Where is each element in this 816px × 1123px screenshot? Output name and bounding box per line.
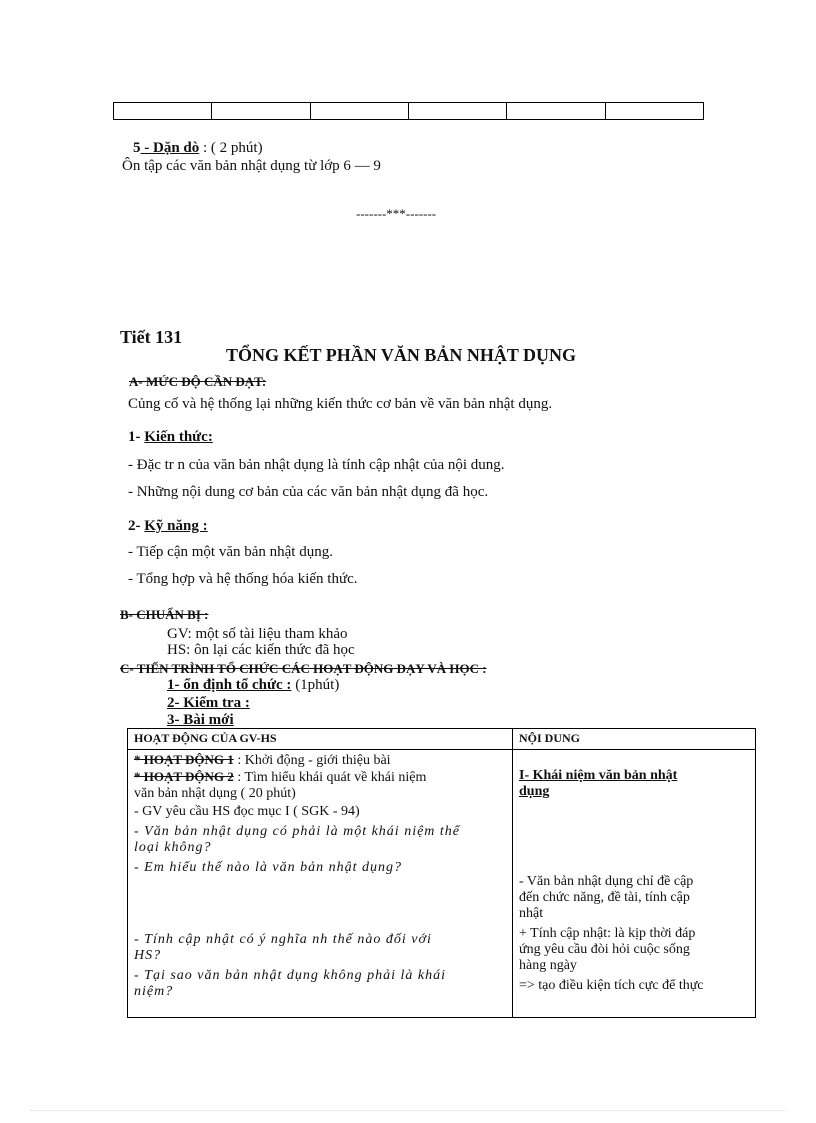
content-para-2-line-2: ứng yêu cầu đòi hỏi cuộc sống: [519, 942, 690, 957]
homework-number: 5: [133, 140, 141, 156]
page-bottom-edge: [30, 1110, 786, 1111]
section-c-heading: C- TIẾN TRÌNH TỔ CHỨC CÁC HOẠT ĐỘNG DẠY VÀ HỌC :: [120, 661, 487, 676]
gv-request: - GV yêu cầu HS đọc mục I ( SGK - 94): [134, 804, 360, 819]
question-2: - Em hiểu thế nào là văn bản nhật dụng?: [134, 860, 403, 875]
content-para-2-line-1: + Tính cập nhật: là kịp thời đáp: [519, 926, 696, 941]
homework-time: : ( 2 phút): [199, 140, 263, 156]
section-b-heading: B- CHUẨN BỊ :: [120, 607, 209, 622]
content-para-1-line-3: nhật: [519, 906, 544, 921]
skills-item: - Tổng hợp và hệ thống hóa kiến thức.: [128, 571, 358, 587]
question-4-line-2: niệm?: [134, 984, 174, 999]
header-activities: HOẠT ĐỘNG CỦA GV-HS: [128, 729, 513, 750]
question-1-line-2: loại không?: [134, 840, 212, 855]
table-cell: [212, 103, 310, 119]
section-b-gv: GV: một số tài liệu tham khảo: [167, 626, 348, 642]
knowledge-item: - Những nội dung cơ bản của các văn bản nhật dụng đã học.: [128, 484, 489, 500]
activity-table: [127, 728, 756, 1018]
table-header-row: [128, 729, 756, 750]
section-a-text: Củng cố và hệ thống lại những kiến thức cơ bản về văn bản nhật dụng.: [128, 396, 553, 412]
knowledge-heading-num: 1-: [128, 429, 145, 445]
table-cell: [114, 103, 212, 119]
activities-cell: [128, 750, 513, 1018]
table-cell: [311, 103, 409, 119]
question-1-line-1: - Văn bản nhật dụng có phải là một khái niệm thể: [134, 824, 461, 839]
content-cell: [513, 750, 756, 1018]
step-1-label: 1- ổn định tổ chức :: [167, 677, 292, 693]
activity-2-text-cont: văn bản nhật dụng ( 20 phút): [134, 786, 296, 801]
content-heading-line-1: I- Khái niệm văn bản nhật: [519, 768, 678, 783]
activity-2-label: * HOẠT ĐỘNG 2: [134, 769, 234, 784]
activity-1-label: * HOẠT ĐỘNG 1: [134, 752, 234, 767]
lesson-number: Tiết 131: [120, 327, 183, 347]
table-cell: [409, 103, 507, 119]
homework-text: Ôn tập các văn bản nhật dụng từ lớp 6 — 9: [122, 158, 381, 174]
knowledge-heading: [128, 429, 213, 446]
question-4-line-1: - Tại sao văn bản nhật dụng không phải là khái: [134, 968, 446, 983]
homework-title: - Dặn dò: [140, 140, 200, 156]
content-para-1-line-2: đến chức năng, đề tài, tính cập: [519, 890, 690, 905]
section-a-heading: A- MỨC ĐỘ CẦN ĐẠT:: [129, 374, 267, 389]
content-para-1-line-1: - Văn bản nhật dụng chỉ đề cập: [519, 874, 694, 889]
knowledge-item: - Đặc tr n của văn bản nhật dụng là tính cập nhật của nội dung.: [128, 457, 505, 473]
homework-heading: [133, 140, 263, 157]
step-1: [167, 677, 339, 694]
step-1-time: (1phút): [291, 677, 340, 693]
skills-heading: [128, 518, 208, 535]
skills-heading-label: Kỹ năng :: [144, 518, 208, 534]
activity-2-text: : Tìm hiểu khái quát về khái niệm: [233, 770, 427, 785]
activity-1-text: : Khởi động - giới thiệu bài: [233, 753, 391, 768]
skills-item: - Tiếp cận một văn bản nhật dụng.: [128, 544, 333, 560]
content-para-2-line-3: hàng ngày: [519, 958, 577, 973]
empty-table-row: [113, 102, 704, 120]
knowledge-heading-label: Kiến thức:: [144, 429, 213, 445]
table-cell: [606, 103, 703, 119]
header-content: NỘI DUNG: [513, 729, 756, 750]
table-row: [128, 750, 756, 1018]
question-3-line-1: - Tính cập nhật có ý nghĩa nh thế nào đối với: [134, 932, 432, 947]
content-para-3: => tạo điều kiện tích cực để thực: [519, 978, 704, 993]
section-b-hs: HS: ôn lại các kiến thức đã học: [167, 642, 355, 658]
step-2: 2- Kiểm tra :: [167, 695, 250, 711]
question-3-line-2: HS?: [134, 948, 162, 963]
skills-heading-num: 2-: [128, 518, 145, 534]
step-3: 3- Bài mới: [167, 712, 234, 728]
lesson-title: TỔNG KẾT PHẦN VĂN BẢN NHẬT DỤNG: [226, 345, 577, 365]
content-heading-line-2: dụng: [519, 784, 550, 799]
table-cell: [507, 103, 605, 119]
separator: -------***-------: [356, 206, 437, 221]
